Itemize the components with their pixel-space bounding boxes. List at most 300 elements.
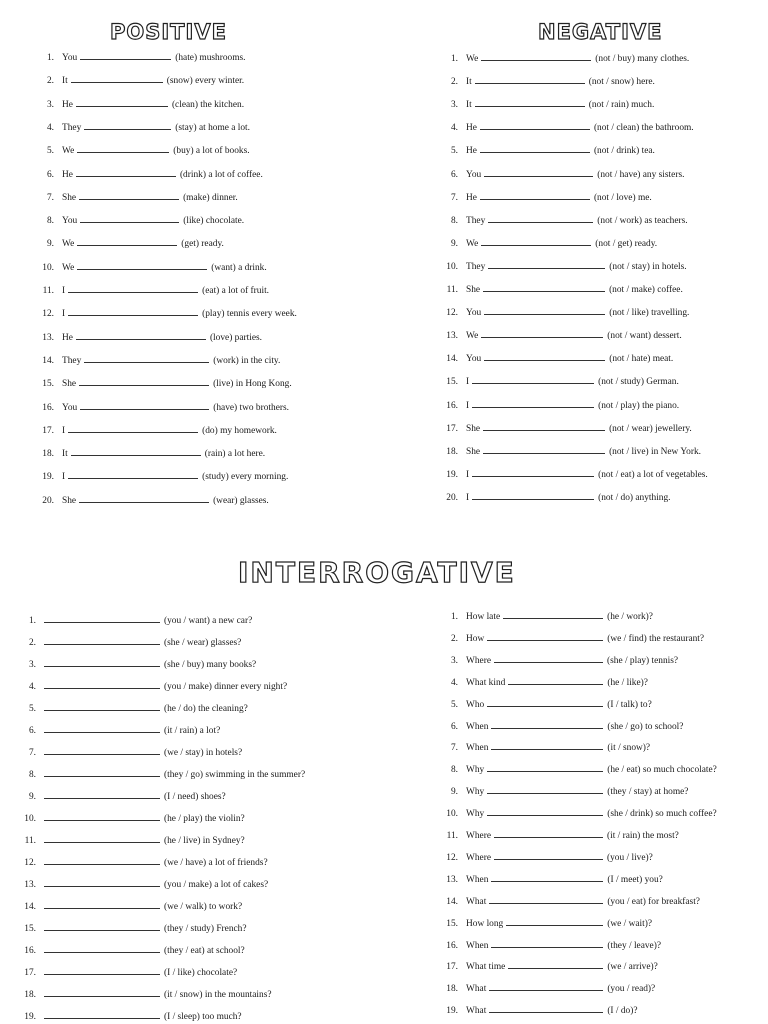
item-subject: We <box>62 263 75 273</box>
item-number: 17. <box>446 962 458 972</box>
item-number: 1. <box>450 54 458 64</box>
answer-blank <box>76 97 168 107</box>
answer-blank <box>44 767 160 777</box>
verb-clue: (we / arrive)? <box>607 962 658 972</box>
answer-blank <box>44 833 160 843</box>
item-number: 14. <box>446 354 458 364</box>
item-number: 2. <box>450 634 458 644</box>
item-subject: He <box>466 193 477 203</box>
item-number: 14. <box>42 356 54 366</box>
item-subject: He <box>466 146 477 156</box>
exercise-item <box>12 1009 242 1023</box>
answer-blank <box>44 921 160 931</box>
exercise-item <box>432 916 652 930</box>
item-number: 4. <box>46 123 54 133</box>
item-subject: I <box>62 426 66 436</box>
verb-clue: (not / buy) many clothes. <box>595 54 690 64</box>
verb-clue: (not / study) German. <box>598 377 679 387</box>
verb-clue: (not / have) any sisters. <box>597 170 685 180</box>
verb-clue: (we / find) the restaurant? <box>607 634 705 644</box>
item-number: 2. <box>28 638 36 648</box>
exercise-item <box>28 306 297 320</box>
item-number: 1. <box>46 53 54 63</box>
item-subject: What <box>466 1006 487 1016</box>
item-number: 3. <box>450 100 458 110</box>
answer-blank <box>44 745 160 755</box>
item-number: 19. <box>446 470 458 480</box>
exercise-item <box>12 635 241 649</box>
answer-blank <box>480 120 590 130</box>
answer-blank <box>472 467 594 477</box>
item-number: 19. <box>446 1006 458 1016</box>
exercise-item <box>432 190 652 204</box>
verb-clue: (I / do)? <box>607 1006 638 1016</box>
verb-clue: (not / stay) in hotels. <box>609 262 687 272</box>
answer-blank <box>472 398 594 408</box>
verb-clue: (he / work)? <box>607 612 653 622</box>
item-subject: How long <box>466 919 504 929</box>
verb-clue: (you / eat) for breakfast? <box>607 897 700 907</box>
verb-clue: (I / talk) to? <box>607 700 652 710</box>
verb-clue: (wear) glasses. <box>213 496 269 506</box>
item-number: 8. <box>46 216 54 226</box>
exercise-item <box>432 981 655 995</box>
item-number: 7. <box>450 193 458 203</box>
item-subject: She <box>62 496 77 506</box>
answer-blank <box>489 1003 603 1013</box>
item-number: 3. <box>28 660 36 670</box>
verb-clue: (make) dinner. <box>183 193 238 203</box>
item-number: 16. <box>24 946 36 956</box>
verb-clue: (not / like) travelling. <box>609 308 690 318</box>
verb-clue: (not / rain) much. <box>588 100 655 110</box>
item-subject: He <box>62 100 73 110</box>
answer-blank <box>494 828 603 838</box>
item-subject: You <box>466 308 482 318</box>
answer-blank <box>487 784 603 794</box>
item-number: 5. <box>28 704 36 714</box>
item-number: 18. <box>42 449 54 459</box>
item-subject: He <box>466 123 477 133</box>
exercise-item <box>12 811 245 825</box>
exercise-item <box>12 899 242 913</box>
exercise-item <box>28 143 250 157</box>
item-number: 2. <box>450 77 458 87</box>
verb-clue: (he / play) the violin? <box>164 814 245 824</box>
exercise-item <box>432 631 704 645</box>
heading-positive: POSITIVE <box>110 20 227 44</box>
item-subject: I <box>62 286 66 296</box>
verb-clue: (study) every morning. <box>202 472 289 482</box>
verb-clue: (not / love) me. <box>593 193 652 203</box>
exercise-item <box>28 73 244 87</box>
exercise-item <box>432 51 689 65</box>
item-subject: He <box>62 170 73 180</box>
item-number: 15. <box>446 919 458 929</box>
item-number: 14. <box>446 897 458 907</box>
answer-blank <box>77 143 169 153</box>
item-number: 12. <box>24 858 36 868</box>
verb-clue: (clean) the kitchen. <box>171 100 245 110</box>
item-number: 8. <box>450 216 458 226</box>
verb-clue: (do) my homework. <box>202 426 277 436</box>
exercise-item <box>12 921 247 935</box>
item-subject: Where <box>466 853 491 863</box>
item-number: 15. <box>446 377 458 387</box>
verb-clue: (have) two brothers. <box>213 403 289 413</box>
exercise-item <box>28 120 250 134</box>
verb-clue: (not / hate) meat. <box>609 354 674 364</box>
answer-blank <box>475 97 585 107</box>
item-subject: You <box>466 354 482 364</box>
exercise-item <box>432 1003 638 1017</box>
verb-clue: (rain) a lot here. <box>204 449 266 459</box>
exercise-item <box>432 374 679 388</box>
verb-clue: (it / snow)? <box>607 743 651 753</box>
item-subject: It <box>62 76 68 86</box>
item-number: 16. <box>446 941 458 951</box>
exercise-item <box>432 421 692 435</box>
item-number: 16. <box>42 403 54 413</box>
verb-clue: (she / wear) glasses? <box>164 638 242 648</box>
item-number: 18. <box>24 990 36 1000</box>
answer-blank <box>76 167 176 177</box>
verb-clue: (not / drink) tea. <box>593 146 655 156</box>
answer-blank <box>44 635 160 645</box>
answer-blank <box>494 653 603 663</box>
answer-blank <box>68 423 198 433</box>
exercise-item <box>12 965 237 979</box>
answer-blank <box>491 719 603 729</box>
verb-clue: (you / live)? <box>606 853 653 863</box>
answer-blank <box>489 981 603 991</box>
exercise-item <box>432 609 653 623</box>
item-number: 6. <box>28 726 36 736</box>
exercise-item <box>432 806 717 820</box>
item-number: 14. <box>24 902 36 912</box>
item-number: 7. <box>450 743 458 753</box>
item-subject: It <box>466 100 472 110</box>
answer-blank <box>44 657 160 667</box>
answer-blank <box>484 305 605 315</box>
item-number: 7. <box>28 748 36 758</box>
verb-clue: (not / live) in New York. <box>609 447 701 457</box>
exercise-item <box>432 894 700 908</box>
answer-blank <box>44 723 160 733</box>
item-subject: She <box>62 379 77 389</box>
exercise-item <box>28 167 263 181</box>
verb-clue: (he / live) in Sydney? <box>164 836 245 846</box>
item-subject: How late <box>466 612 501 622</box>
item-subject: We <box>466 54 479 64</box>
item-number: 10. <box>446 809 458 819</box>
item-number: 9. <box>46 239 54 249</box>
answer-blank <box>508 675 603 685</box>
answer-blank <box>80 50 171 60</box>
exercise-item <box>28 50 246 64</box>
verb-clue: (he / eat) so much chocolate? <box>607 765 717 775</box>
item-subject: She <box>466 447 481 457</box>
exercise-item <box>432 351 673 365</box>
answer-blank <box>481 328 603 338</box>
verb-clue: (she / go) to school? <box>607 722 684 732</box>
exercise-item <box>28 423 277 437</box>
verb-clue: (I / sleep) too much? <box>164 1012 242 1022</box>
item-number: 13. <box>42 333 54 343</box>
item-subject: Where <box>466 831 491 841</box>
answer-blank <box>480 190 590 200</box>
answer-blank <box>508 959 603 969</box>
exercise-item <box>432 762 717 776</box>
answer-blank <box>79 493 209 503</box>
exercise-item <box>432 740 650 754</box>
exercise-item <box>12 613 252 627</box>
verb-clue: (you / make) dinner every night? <box>164 682 288 692</box>
answer-blank <box>79 376 209 386</box>
item-number: 6. <box>450 170 458 180</box>
answer-blank <box>483 444 605 454</box>
exercise-item <box>432 398 679 412</box>
item-number: 16. <box>446 401 458 411</box>
exercise-item <box>12 723 220 737</box>
exercise-item <box>28 353 280 367</box>
answer-blank <box>487 697 603 707</box>
item-number: 18. <box>446 447 458 457</box>
item-subject: What kind <box>466 678 506 688</box>
item-number: 15. <box>24 924 36 934</box>
exercise-item <box>28 236 224 250</box>
item-number: 18. <box>446 984 458 994</box>
exercise-item <box>28 260 267 274</box>
exercise-item <box>12 657 256 671</box>
verb-clue: (they / eat) at school? <box>164 946 245 956</box>
exercise-item <box>432 213 688 227</box>
verb-clue: (I / like) chocolate? <box>164 968 238 978</box>
item-number: 17. <box>446 424 458 434</box>
item-subject: They <box>466 262 486 272</box>
exercise-item <box>432 675 648 689</box>
item-subject: When <box>466 941 489 951</box>
answer-blank <box>481 236 591 246</box>
item-subject: They <box>62 123 82 133</box>
exercise-item <box>12 745 242 759</box>
verb-clue: (not / clean) the bathroom. <box>593 123 694 133</box>
item-number: 3. <box>450 656 458 666</box>
answer-blank <box>475 74 585 84</box>
verb-clue: (not / wear) jewellery. <box>609 424 692 434</box>
item-subject: I <box>466 401 470 411</box>
item-number: 10. <box>446 262 458 272</box>
answer-blank <box>489 894 603 904</box>
item-subject: Why <box>466 809 485 819</box>
verb-clue: (not / snow) here. <box>588 77 655 87</box>
verb-clue: (buy) a lot of books. <box>173 146 250 156</box>
item-number: 11. <box>42 286 54 296</box>
answer-blank <box>44 987 160 997</box>
item-number: 10. <box>24 814 36 824</box>
answer-blank <box>71 446 201 456</box>
item-number: 17. <box>24 968 36 978</box>
answer-blank <box>77 236 177 246</box>
item-number: 11. <box>24 836 36 846</box>
answer-blank <box>472 490 594 500</box>
item-subject: It <box>62 449 68 459</box>
exercise-item <box>432 444 701 458</box>
answer-blank <box>76 330 206 340</box>
verb-clue: (you / read)? <box>607 984 656 994</box>
answer-blank <box>487 631 603 641</box>
exercise-item <box>432 719 683 733</box>
exercise-item <box>12 943 245 957</box>
verb-clue: (he / like)? <box>607 678 648 688</box>
verb-clue: (we / wait)? <box>607 919 653 929</box>
exercise-item <box>12 701 248 715</box>
item-number: 9. <box>28 792 36 802</box>
exercise-item <box>28 400 289 414</box>
answer-blank <box>84 353 209 363</box>
exercise-item <box>28 469 288 483</box>
answer-blank <box>44 679 160 689</box>
item-number: 8. <box>450 765 458 775</box>
exercise-item <box>28 190 238 204</box>
item-subject: He <box>62 333 73 343</box>
exercise-item <box>432 828 679 842</box>
verb-clue: (want) a drink. <box>211 263 267 273</box>
answer-blank <box>44 811 160 821</box>
item-subject: You <box>62 216 78 226</box>
item-subject: When <box>466 875 489 885</box>
item-number: 11. <box>446 285 458 295</box>
verb-clue: (not / make) coffee. <box>609 285 683 295</box>
item-number: 4. <box>450 123 458 133</box>
item-subject: You <box>62 53 78 63</box>
verb-clue: (drink) a lot of coffee. <box>179 170 263 180</box>
item-number: 1. <box>28 616 36 626</box>
item-number: 5. <box>450 700 458 710</box>
answer-blank <box>491 872 603 882</box>
item-number: 10. <box>42 263 54 273</box>
heading-negative: NEGATIVE <box>538 20 663 44</box>
exercise-item <box>432 259 687 273</box>
exercise-item <box>432 282 683 296</box>
verb-clue: (not / work) as teachers. <box>597 216 688 226</box>
item-subject: I <box>466 470 470 480</box>
exercise-item <box>432 167 684 181</box>
answer-blank <box>472 374 594 384</box>
answer-blank <box>480 143 590 153</box>
answer-blank <box>84 120 171 130</box>
item-subject: Who <box>466 700 485 710</box>
answer-blank <box>80 400 209 410</box>
verb-clue: (we / walk) to work? <box>164 902 243 912</box>
exercise-item <box>432 959 658 973</box>
verb-clue: (not / play) the piano. <box>598 401 680 411</box>
item-subject: You <box>62 403 78 413</box>
answer-blank <box>487 806 603 816</box>
exercise-item <box>432 236 657 250</box>
answer-blank <box>44 1009 160 1019</box>
answer-blank <box>481 51 591 61</box>
item-number: 12. <box>446 853 458 863</box>
item-number: 20. <box>446 493 458 503</box>
answer-blank <box>483 421 605 431</box>
item-subject: They <box>62 356 82 366</box>
item-subject: When <box>466 743 489 753</box>
verb-clue: (I / meet) you? <box>607 875 663 885</box>
item-subject: She <box>62 193 77 203</box>
item-number: 12. <box>42 309 54 319</box>
verb-clue: (she / drink) so much coffee? <box>607 809 717 819</box>
item-subject: We <box>466 239 479 249</box>
exercise-item <box>28 283 269 297</box>
answer-blank <box>491 740 603 750</box>
verb-clue: (snow) every winter. <box>166 76 245 86</box>
exercise-item <box>432 653 678 667</box>
item-number: 2. <box>46 76 54 86</box>
exercise-item <box>28 213 244 227</box>
verb-clue: (play) tennis every week. <box>202 309 297 319</box>
item-number: 20. <box>42 496 54 506</box>
item-subject: I <box>62 472 66 482</box>
exercise-item <box>432 490 671 504</box>
item-subject: When <box>466 722 489 732</box>
verb-clue: (he / do) the cleaning? <box>164 704 248 714</box>
verb-clue: (not / get) ready. <box>595 239 658 249</box>
exercise-item <box>28 330 262 344</box>
exercise-item <box>12 767 305 781</box>
exercise-item <box>12 877 268 891</box>
answer-blank <box>68 306 198 316</box>
item-subject: She <box>466 285 481 295</box>
item-number: 3. <box>46 100 54 110</box>
answer-blank <box>491 938 603 948</box>
verb-clue: (stay) at home a lot. <box>175 123 250 133</box>
item-subject: They <box>466 216 486 226</box>
exercise-item <box>432 467 708 481</box>
item-subject: She <box>466 424 481 434</box>
verb-clue: (work) in the city. <box>213 356 281 366</box>
item-subject: We <box>466 331 479 341</box>
item-number: 4. <box>450 678 458 688</box>
verb-clue: (we / have) a lot of friends? <box>164 858 268 868</box>
verb-clue: (she / play) tennis? <box>606 656 679 666</box>
item-number: 8. <box>28 770 36 780</box>
exercise-item <box>432 784 688 798</box>
item-number: 7. <box>46 193 54 203</box>
item-subject: I <box>62 309 66 319</box>
exercise-item <box>28 493 269 507</box>
exercise-item <box>28 97 244 111</box>
answer-blank <box>79 190 179 200</box>
answer-blank <box>483 282 605 292</box>
verb-clue: (like) chocolate. <box>183 216 245 226</box>
answer-blank <box>44 855 160 865</box>
item-subject: You <box>466 170 482 180</box>
heading-interrogative: INTERROGATIVE <box>238 556 516 589</box>
item-number: 6. <box>46 170 54 180</box>
answer-blank <box>71 73 163 83</box>
exercise-item <box>432 97 654 111</box>
verb-clue: (hate) mushrooms. <box>175 53 246 63</box>
item-number: 19. <box>42 472 54 482</box>
answer-blank <box>487 762 603 772</box>
item-number: 6. <box>450 722 458 732</box>
item-number: 9. <box>450 787 458 797</box>
answer-blank <box>506 916 603 926</box>
item-number: 5. <box>46 146 54 156</box>
verb-clue: (you / want) a new car? <box>164 616 253 626</box>
verb-clue: (they / go) swimming in the summer? <box>164 770 306 780</box>
